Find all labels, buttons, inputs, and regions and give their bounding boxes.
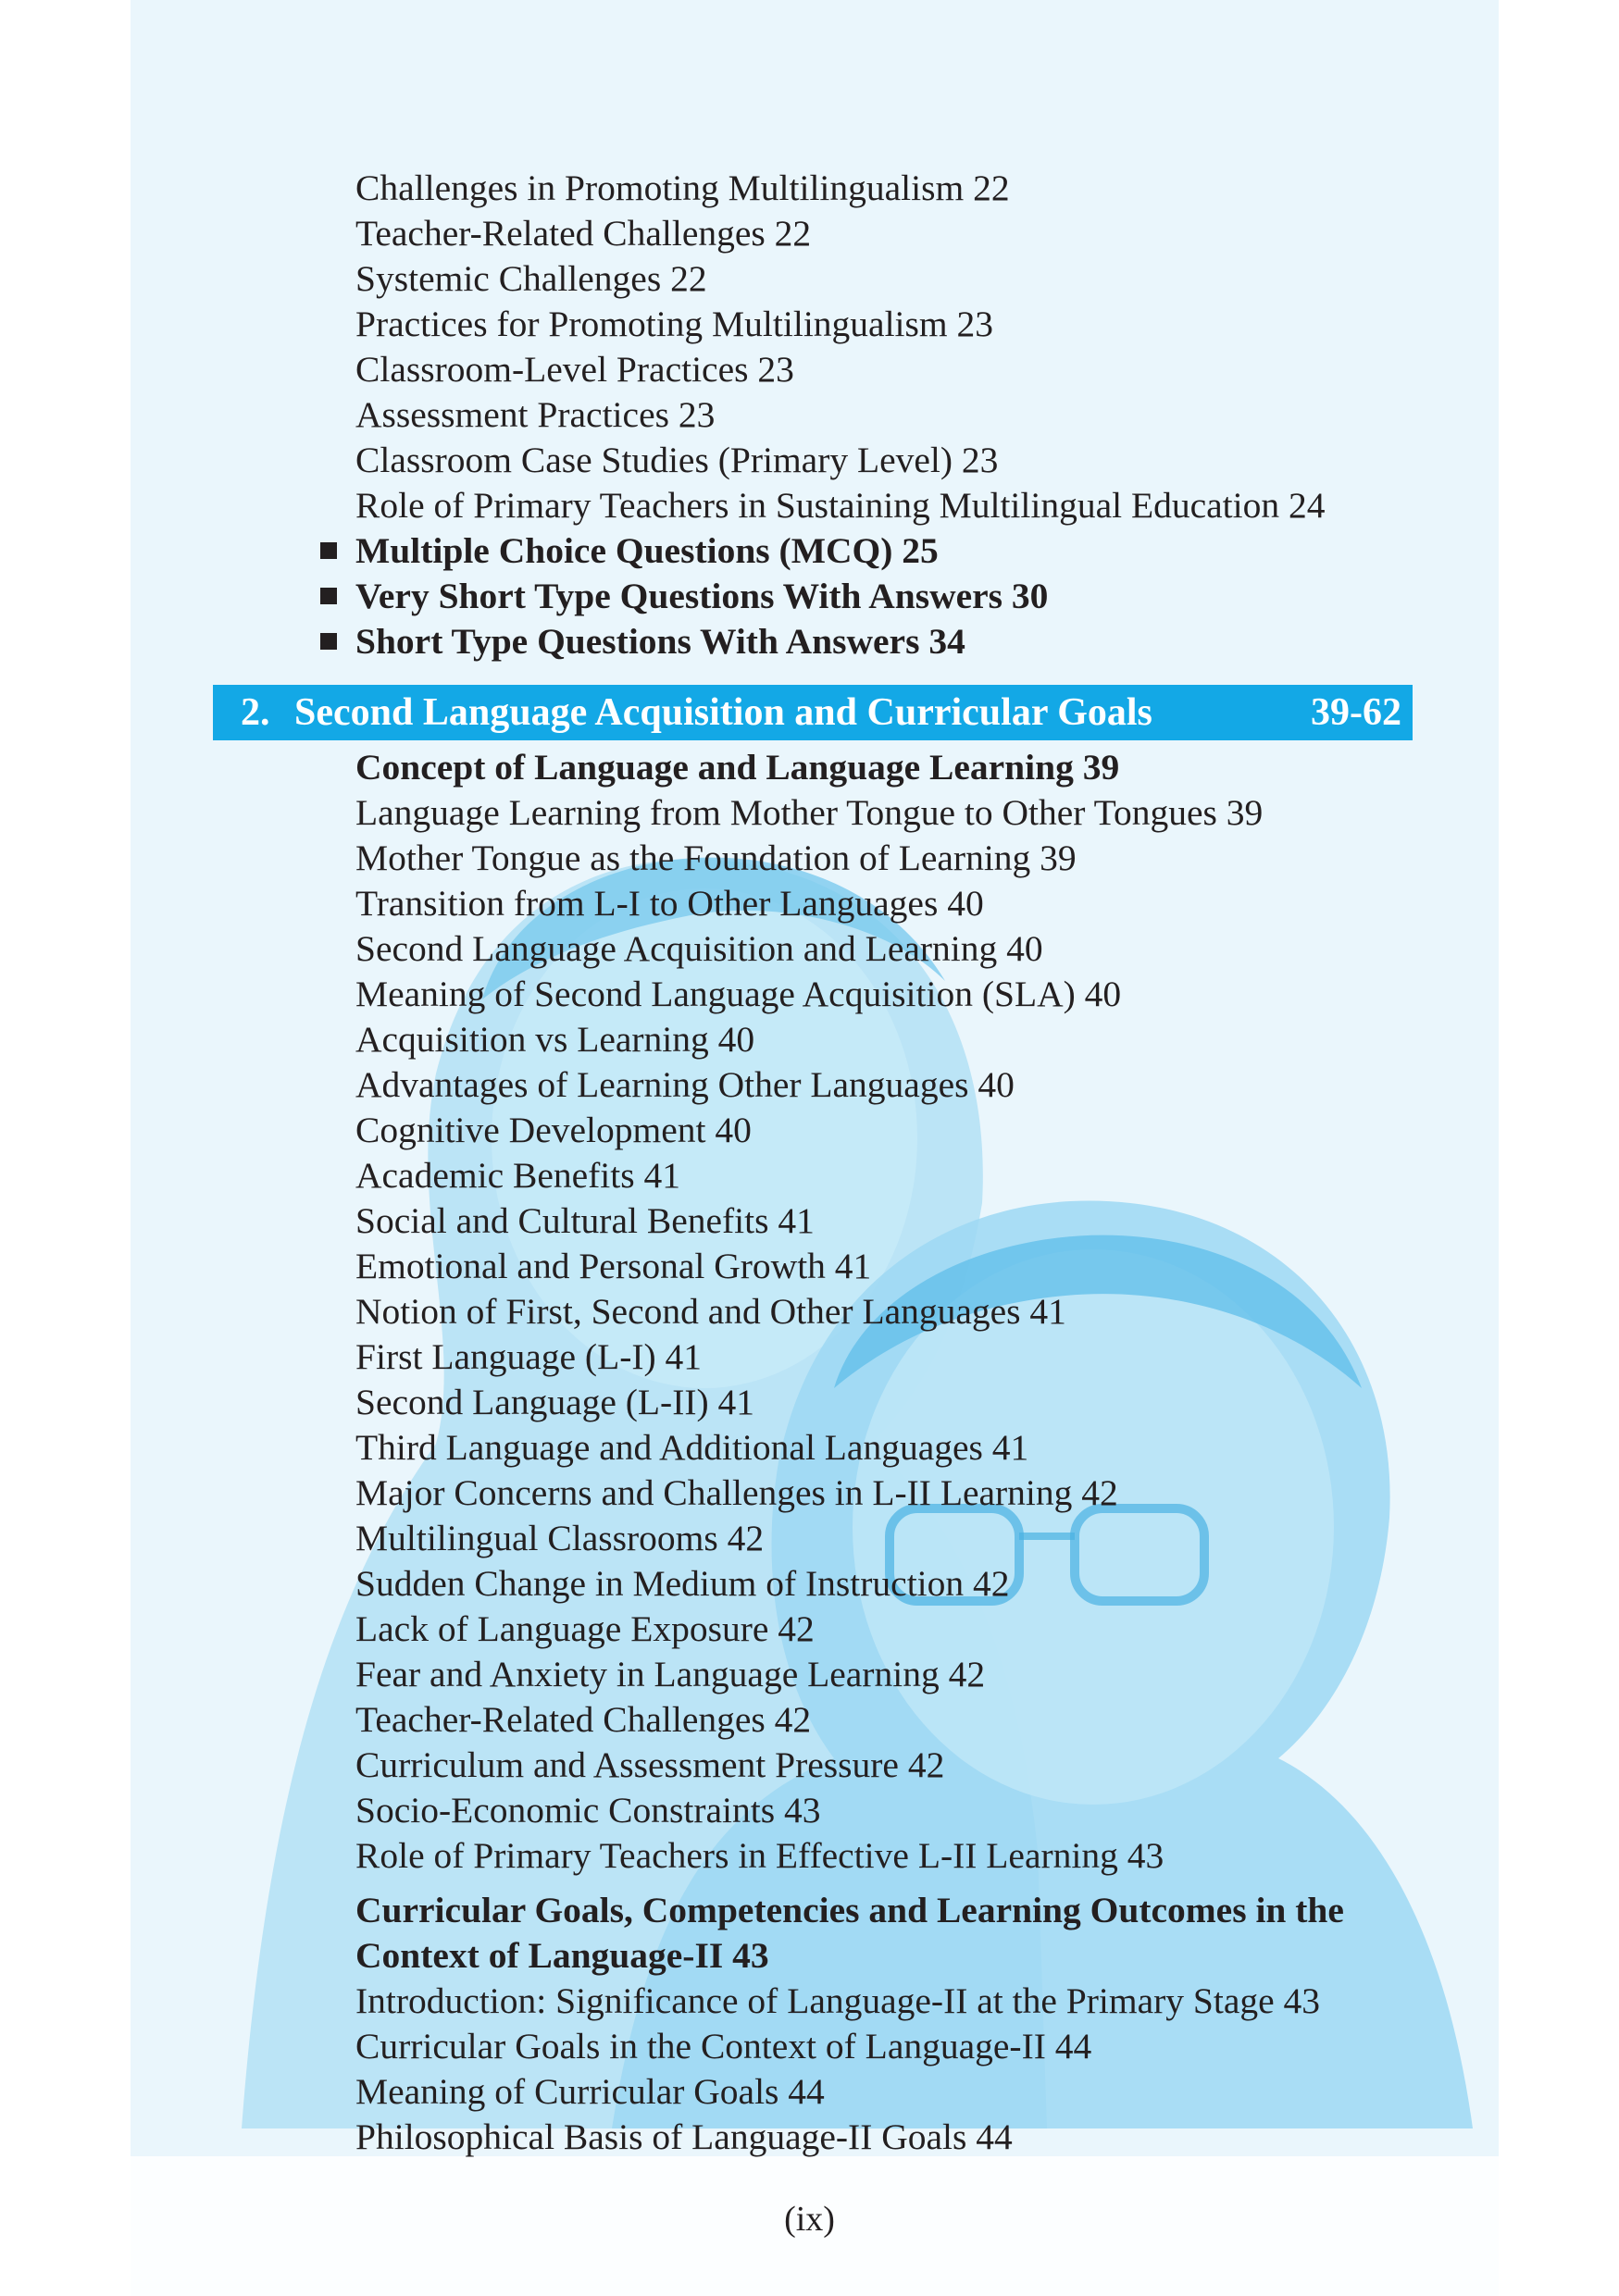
toc-entry-title: Introduction: Significance of Language-II at the Primary Stage 43 xyxy=(355,1980,1321,2021)
toc-entry-title: Notion of First, Second and Other Languages 41 xyxy=(355,1291,1066,1332)
toc-entry-title: Academic Benefits 41 xyxy=(355,1155,680,1196)
toc-entry-title: Classroom Case Studies (Primary Level) 23 xyxy=(355,440,999,480)
toc-entry-title: Curriculum and Assessment Pressure 42 xyxy=(355,1744,945,1785)
square-bullet-icon xyxy=(320,588,337,604)
toc-entry-title: Systemic Challenges 22 xyxy=(355,258,707,299)
chapter-title: Second Language Acquisition and Curricular Goals xyxy=(294,691,1152,734)
toc-entry-title: Fear and Anxiety in Language Learning 42 xyxy=(355,1654,986,1694)
toc-entry-title: Curricular Goals, Competencies and Learning Outcomes in the xyxy=(355,1890,1344,1930)
toc-entry-title: Socio-Economic Constraints 43 xyxy=(355,1790,821,1831)
toc-entry-title: Assessment Practices 23 xyxy=(355,394,716,435)
toc-entry-title: Third Language and Additional Languages 41 xyxy=(355,1427,1029,1468)
question-list-title: Short Type Questions With Answers 34 xyxy=(355,621,965,662)
chapter-heading-bar xyxy=(213,685,1413,740)
toc-entry-title: Advantages of Learning Other Languages 40 xyxy=(355,1064,1015,1105)
toc-entry-title: Sudden Change in Medium of Instruction 42 xyxy=(355,1563,1010,1604)
toc-entry-title: Teacher-Related Challenges 42 xyxy=(355,1699,812,1740)
toc-entry-title: Social and Cultural Benefits 41 xyxy=(355,1200,815,1241)
square-bullet-icon xyxy=(320,633,337,650)
toc-entry-title: Curricular Goals in the Context of Language-II 44 xyxy=(355,2026,1092,2066)
toc-entry-title: Meaning of Curricular Goals 44 xyxy=(355,2071,825,2112)
toc-entry-title: Role of Primary Teachers in Sustaining Multilingual Education 24 xyxy=(355,485,1326,526)
toc-entry-title: Second Language (L-II) 41 xyxy=(355,1382,755,1422)
toc-entry-title: Second Language Acquisition and Learning 40 xyxy=(355,928,1043,969)
toc-entry-title: Concept of Language and Language Learning 39 xyxy=(355,747,1120,788)
page-number: (ix) xyxy=(784,2200,835,2239)
toc-entry-title: Cognitive Development 40 xyxy=(355,1110,752,1150)
toc-entry-title: Emotional and Personal Growth 41 xyxy=(355,1246,872,1286)
square-bullet-icon xyxy=(320,542,337,559)
toc-entry-title: Role of Primary Teachers in Effective L-II Learning 43 xyxy=(355,1835,1164,1876)
chapter-page-range: 39-62 xyxy=(1311,691,1401,734)
toc-entry-title: Acquisition vs Learning 40 xyxy=(355,1019,755,1060)
toc-entry-title: Context of Language-II 43 xyxy=(355,1935,769,1976)
toc-entry-title: Transition from L-I to Other Languages 40 xyxy=(355,883,984,924)
toc-entry-title: Classroom-Level Practices 23 xyxy=(355,349,794,390)
toc-entry-title: Multilingual Classrooms 42 xyxy=(355,1518,765,1558)
toc-entry-title: Teacher-Related Challenges 22 xyxy=(355,213,812,254)
toc-entry-title: Major Concerns and Challenges in L-II Learning 42 xyxy=(355,1472,1118,1513)
question-list-title: Very Short Type Questions With Answers 30 xyxy=(355,576,1049,616)
toc-entry-title: First Language (L-I) 41 xyxy=(355,1336,703,1377)
question-list-title: Multiple Choice Questions (MCQ) 25 xyxy=(355,530,939,571)
toc-entry-title: Practices for Promoting Multilingualism 23 xyxy=(355,304,993,344)
toc-entry-title: Meaning of Second Language Acquisition (SLA) 40 xyxy=(355,974,1122,1014)
toc-entry-title: Mother Tongue as the Foundation of Learning 39 xyxy=(355,838,1077,878)
toc-entry-title: Language Learning from Mother Tongue to Other Tongues 39 xyxy=(355,792,1264,833)
toc-entry-title: Philosophical Basis of Language-II Goals 44 xyxy=(355,2116,1013,2157)
toc-entry-title: Challenges in Promoting Multilingualism 22 xyxy=(355,168,1010,208)
toc-entry-title: Lack of Language Exposure 42 xyxy=(355,1608,815,1649)
chapter-number: 2. xyxy=(241,691,270,734)
